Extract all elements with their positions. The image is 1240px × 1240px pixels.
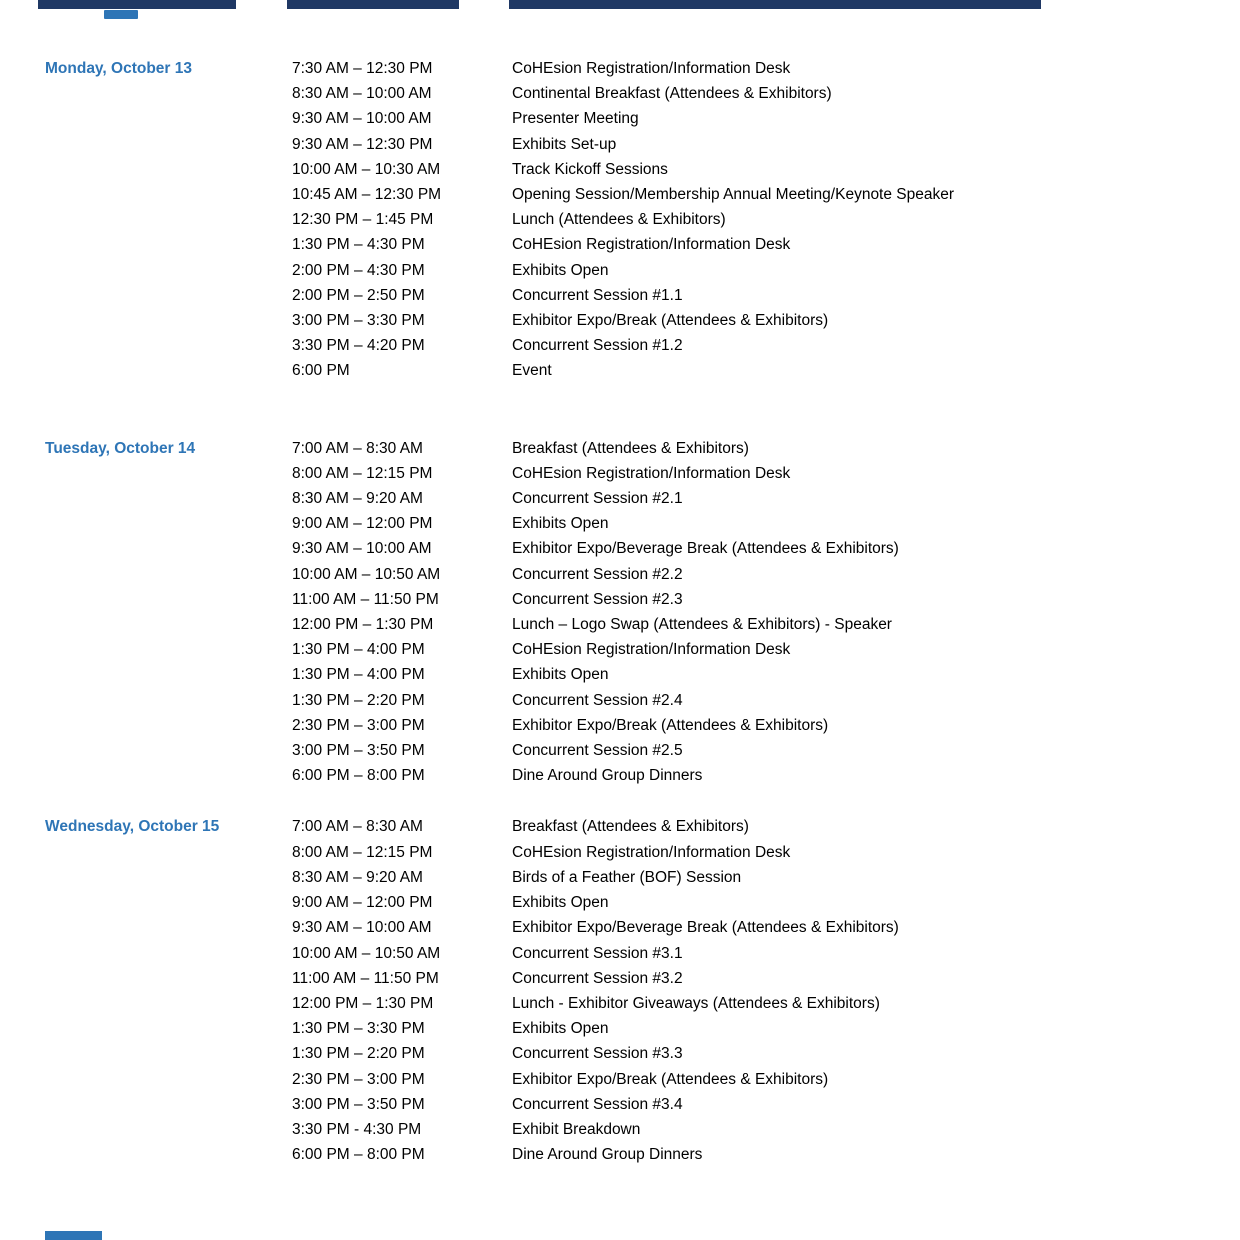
schedule-row bbox=[292, 991, 1240, 1016]
schedule-row bbox=[292, 738, 1240, 763]
time-range: 8:30 AM – 10:00 AM bbox=[292, 85, 432, 103]
schedule-row bbox=[292, 511, 1240, 536]
cropped-bottom-heading-bar bbox=[45, 1231, 102, 1240]
time-range: 2:30 PM – 3:00 PM bbox=[292, 716, 425, 734]
time-range: 10:45 AM – 12:30 PM bbox=[292, 186, 442, 204]
schedule-row bbox=[292, 840, 1240, 865]
time-range: 10:00 AM – 10:30 AM bbox=[292, 160, 441, 178]
event-name: Concurrent Session #3.1 bbox=[512, 944, 683, 962]
event-name: Dine Around Group Dinners bbox=[512, 1146, 703, 1164]
time-range: 6:00 PM – 8:00 PM bbox=[292, 767, 425, 785]
schedule-row bbox=[292, 637, 1240, 662]
day-rows bbox=[292, 56, 1240, 384]
event-name: Concurrent Session #1.2 bbox=[512, 337, 683, 355]
day-block bbox=[0, 814, 1240, 1167]
event-name: Exhibits Open bbox=[512, 1020, 609, 1038]
schedule-row bbox=[292, 132, 1240, 157]
schedule-row bbox=[292, 865, 1240, 890]
event-name: Event bbox=[512, 362, 552, 380]
event-name: Exhibitor Expo/Break (Attendees & Exhibitors) bbox=[512, 716, 829, 734]
time-range: 7:30 AM – 12:30 PM bbox=[292, 60, 433, 77]
event-name: Exhibits Open bbox=[512, 666, 609, 684]
schedule-row bbox=[292, 662, 1240, 687]
table-header-bar-day-column bbox=[38, 0, 236, 9]
time-range: 9:00 AM – 12:00 PM bbox=[292, 515, 433, 533]
event-name: Concurrent Session #1.1 bbox=[512, 286, 683, 304]
event-name: Breakfast (Attendees & Exhibitors) bbox=[512, 439, 749, 457]
time-range: 1:30 PM – 4:00 PM bbox=[292, 666, 425, 684]
time-range: 2:30 PM – 3:00 PM bbox=[292, 1070, 425, 1088]
event-name: Concurrent Session #2.4 bbox=[512, 691, 683, 709]
time-range: 1:30 PM – 4:30 PM bbox=[292, 236, 425, 254]
event-name: Continental Breakfast (Attendees & Exhibitors) bbox=[512, 85, 832, 103]
schedule-row bbox=[292, 436, 1240, 461]
event-name: CoHEsion Registration/Information Desk bbox=[512, 641, 791, 659]
event-name: Concurrent Session #3.3 bbox=[512, 1045, 683, 1063]
schedule-row bbox=[292, 1092, 1240, 1117]
time-range: 1:30 PM – 2:20 PM bbox=[292, 691, 425, 709]
time-range: 9:30 AM – 10:00 AM bbox=[292, 919, 432, 937]
day-block bbox=[0, 56, 1240, 384]
event-name: Breakfast (Attendees & Exhibitors) bbox=[512, 818, 749, 836]
day-heading: Wednesday, October 15 bbox=[45, 818, 220, 836]
event-name: Exhibitor Expo/Break (Attendees & Exhibitors) bbox=[512, 1070, 829, 1088]
event-name: CoHEsion Registration/Information Desk bbox=[512, 60, 791, 77]
schedule-row bbox=[292, 486, 1240, 511]
time-range: 8:00 AM – 12:15 PM bbox=[292, 464, 433, 482]
time-range: 8:00 AM – 12:15 PM bbox=[292, 843, 433, 861]
event-name: Exhibitor Expo/Beverage Break (Attendees & Exhibitors) bbox=[512, 919, 899, 937]
event-name: Concurrent Session #3.4 bbox=[512, 1095, 683, 1113]
event-name: Exhibits Open bbox=[512, 515, 609, 533]
schedule-row bbox=[292, 461, 1240, 486]
day-heading: Monday, October 13 bbox=[45, 60, 192, 77]
table-header-bar-time-column bbox=[287, 0, 459, 9]
event-name: Exhibits Open bbox=[512, 261, 609, 279]
event-name: Opening Session/Membership Annual Meeting/Keynote Speaker bbox=[512, 186, 955, 204]
schedule-row bbox=[292, 536, 1240, 561]
time-range: 9:00 AM – 12:00 PM bbox=[292, 894, 433, 912]
schedule-row bbox=[292, 308, 1240, 333]
time-range: 12:00 PM – 1:30 PM bbox=[292, 994, 434, 1012]
time-range: 3:30 PM - 4:30 PM bbox=[292, 1120, 422, 1138]
schedule-row bbox=[292, 56, 1240, 81]
event-name: Concurrent Session #2.1 bbox=[512, 490, 683, 508]
time-range: 9:30 AM – 12:30 PM bbox=[292, 135, 433, 153]
event-name: Lunch (Attendees & Exhibitors) bbox=[512, 211, 726, 229]
time-range: 3:30 PM – 4:20 PM bbox=[292, 337, 425, 355]
day-rows bbox=[292, 814, 1240, 1167]
schedule-row bbox=[292, 232, 1240, 257]
schedule-row bbox=[292, 182, 1240, 207]
event-name: CoHEsion Registration/Information Desk bbox=[512, 236, 791, 254]
time-range: 3:00 PM – 3:30 PM bbox=[292, 312, 425, 330]
schedule-row bbox=[292, 207, 1240, 232]
time-range: 6:00 PM – 8:00 PM bbox=[292, 1146, 425, 1164]
schedule-row bbox=[292, 941, 1240, 966]
time-range: 3:00 PM – 3:50 PM bbox=[292, 742, 425, 760]
schedule-row bbox=[292, 763, 1240, 788]
time-range: 1:30 PM – 2:20 PM bbox=[292, 1045, 425, 1063]
time-range: 10:00 AM – 10:50 AM bbox=[292, 565, 441, 583]
schedule-row bbox=[292, 333, 1240, 358]
event-name: Concurrent Session #3.2 bbox=[512, 969, 683, 987]
event-name: Exhibitor Expo/Break (Attendees & Exhibitors) bbox=[512, 312, 829, 330]
schedule-row bbox=[292, 81, 1240, 106]
time-range: 12:00 PM – 1:30 PM bbox=[292, 616, 434, 634]
day-block bbox=[0, 436, 1240, 789]
event-name: Exhibit Breakdown bbox=[512, 1120, 641, 1138]
schedule-row bbox=[292, 915, 1240, 940]
schedule-row bbox=[292, 612, 1240, 637]
schedule-row bbox=[292, 1142, 1240, 1167]
time-range: 9:30 AM – 10:00 AM bbox=[292, 540, 432, 558]
table-header-bar-event-column bbox=[509, 0, 1041, 9]
event-name: CoHEsion Registration/Information Desk bbox=[512, 843, 791, 861]
time-range: 3:00 PM – 3:50 PM bbox=[292, 1095, 425, 1113]
schedule-row bbox=[292, 814, 1240, 839]
schedule-row bbox=[292, 1117, 1240, 1142]
event-name: Exhibitor Expo/Beverage Break (Attendees & Exhibitors) bbox=[512, 540, 899, 558]
time-range: 1:30 PM – 4:00 PM bbox=[292, 641, 425, 659]
schedule-row bbox=[292, 688, 1240, 713]
event-name: CoHEsion Registration/Information Desk bbox=[512, 464, 791, 482]
event-name: Exhibits Open bbox=[512, 894, 609, 912]
event-name: Dine Around Group Dinners bbox=[512, 767, 703, 785]
day-heading: Tuesday, October 14 bbox=[45, 439, 196, 457]
schedule-row bbox=[292, 157, 1240, 182]
schedule-row bbox=[292, 358, 1240, 383]
time-range: 7:00 AM – 8:30 AM bbox=[292, 439, 423, 457]
event-name: Birds of a Feather (BOF) Session bbox=[512, 868, 742, 886]
schedule-row bbox=[292, 713, 1240, 738]
time-range: 1:30 PM – 3:30 PM bbox=[292, 1020, 425, 1038]
event-name: Track Kickoff Sessions bbox=[512, 160, 668, 178]
cropped-blue-text-fragment bbox=[104, 10, 138, 19]
time-range: 10:00 AM – 10:50 AM bbox=[292, 944, 441, 962]
time-range: 9:30 AM – 10:00 AM bbox=[292, 110, 432, 128]
time-range: 8:30 AM – 9:20 AM bbox=[292, 490, 423, 508]
schedule-row bbox=[292, 890, 1240, 915]
time-range: 11:00 AM – 11:50 PM bbox=[292, 969, 439, 987]
event-name: Concurrent Session #2.2 bbox=[512, 565, 683, 583]
time-range: 2:00 PM – 4:30 PM bbox=[292, 261, 425, 279]
time-range: 12:30 PM – 1:45 PM bbox=[292, 211, 434, 229]
schedule-row bbox=[292, 587, 1240, 612]
time-range: 2:00 PM – 2:50 PM bbox=[292, 286, 425, 304]
event-name: Lunch – Logo Swap (Attendees & Exhibitors) - Speaker bbox=[512, 616, 892, 634]
event-name: Concurrent Session #2.3 bbox=[512, 590, 683, 608]
schedule-row bbox=[292, 106, 1240, 131]
schedule-row bbox=[292, 966, 1240, 991]
time-range: 11:00 AM – 11:50 PM bbox=[292, 590, 439, 608]
schedule-row bbox=[292, 562, 1240, 587]
schedule-row bbox=[292, 1016, 1240, 1041]
schedule-row bbox=[292, 1067, 1240, 1092]
event-name: Exhibits Set-up bbox=[512, 135, 617, 153]
event-name: Lunch - Exhibitor Giveaways (Attendees & Exhibitors) bbox=[512, 994, 880, 1012]
day-rows bbox=[292, 436, 1240, 789]
time-range: 7:00 AM – 8:30 AM bbox=[292, 818, 423, 836]
event-name: Presenter Meeting bbox=[512, 110, 639, 128]
event-name: Concurrent Session #2.5 bbox=[512, 742, 683, 760]
time-range: 6:00 PM bbox=[292, 362, 350, 380]
schedule-row bbox=[292, 283, 1240, 308]
schedule-row bbox=[292, 258, 1240, 283]
conference-schedule bbox=[0, 56, 1240, 1167]
time-range: 8:30 AM – 9:20 AM bbox=[292, 868, 423, 886]
schedule-row bbox=[292, 1041, 1240, 1066]
